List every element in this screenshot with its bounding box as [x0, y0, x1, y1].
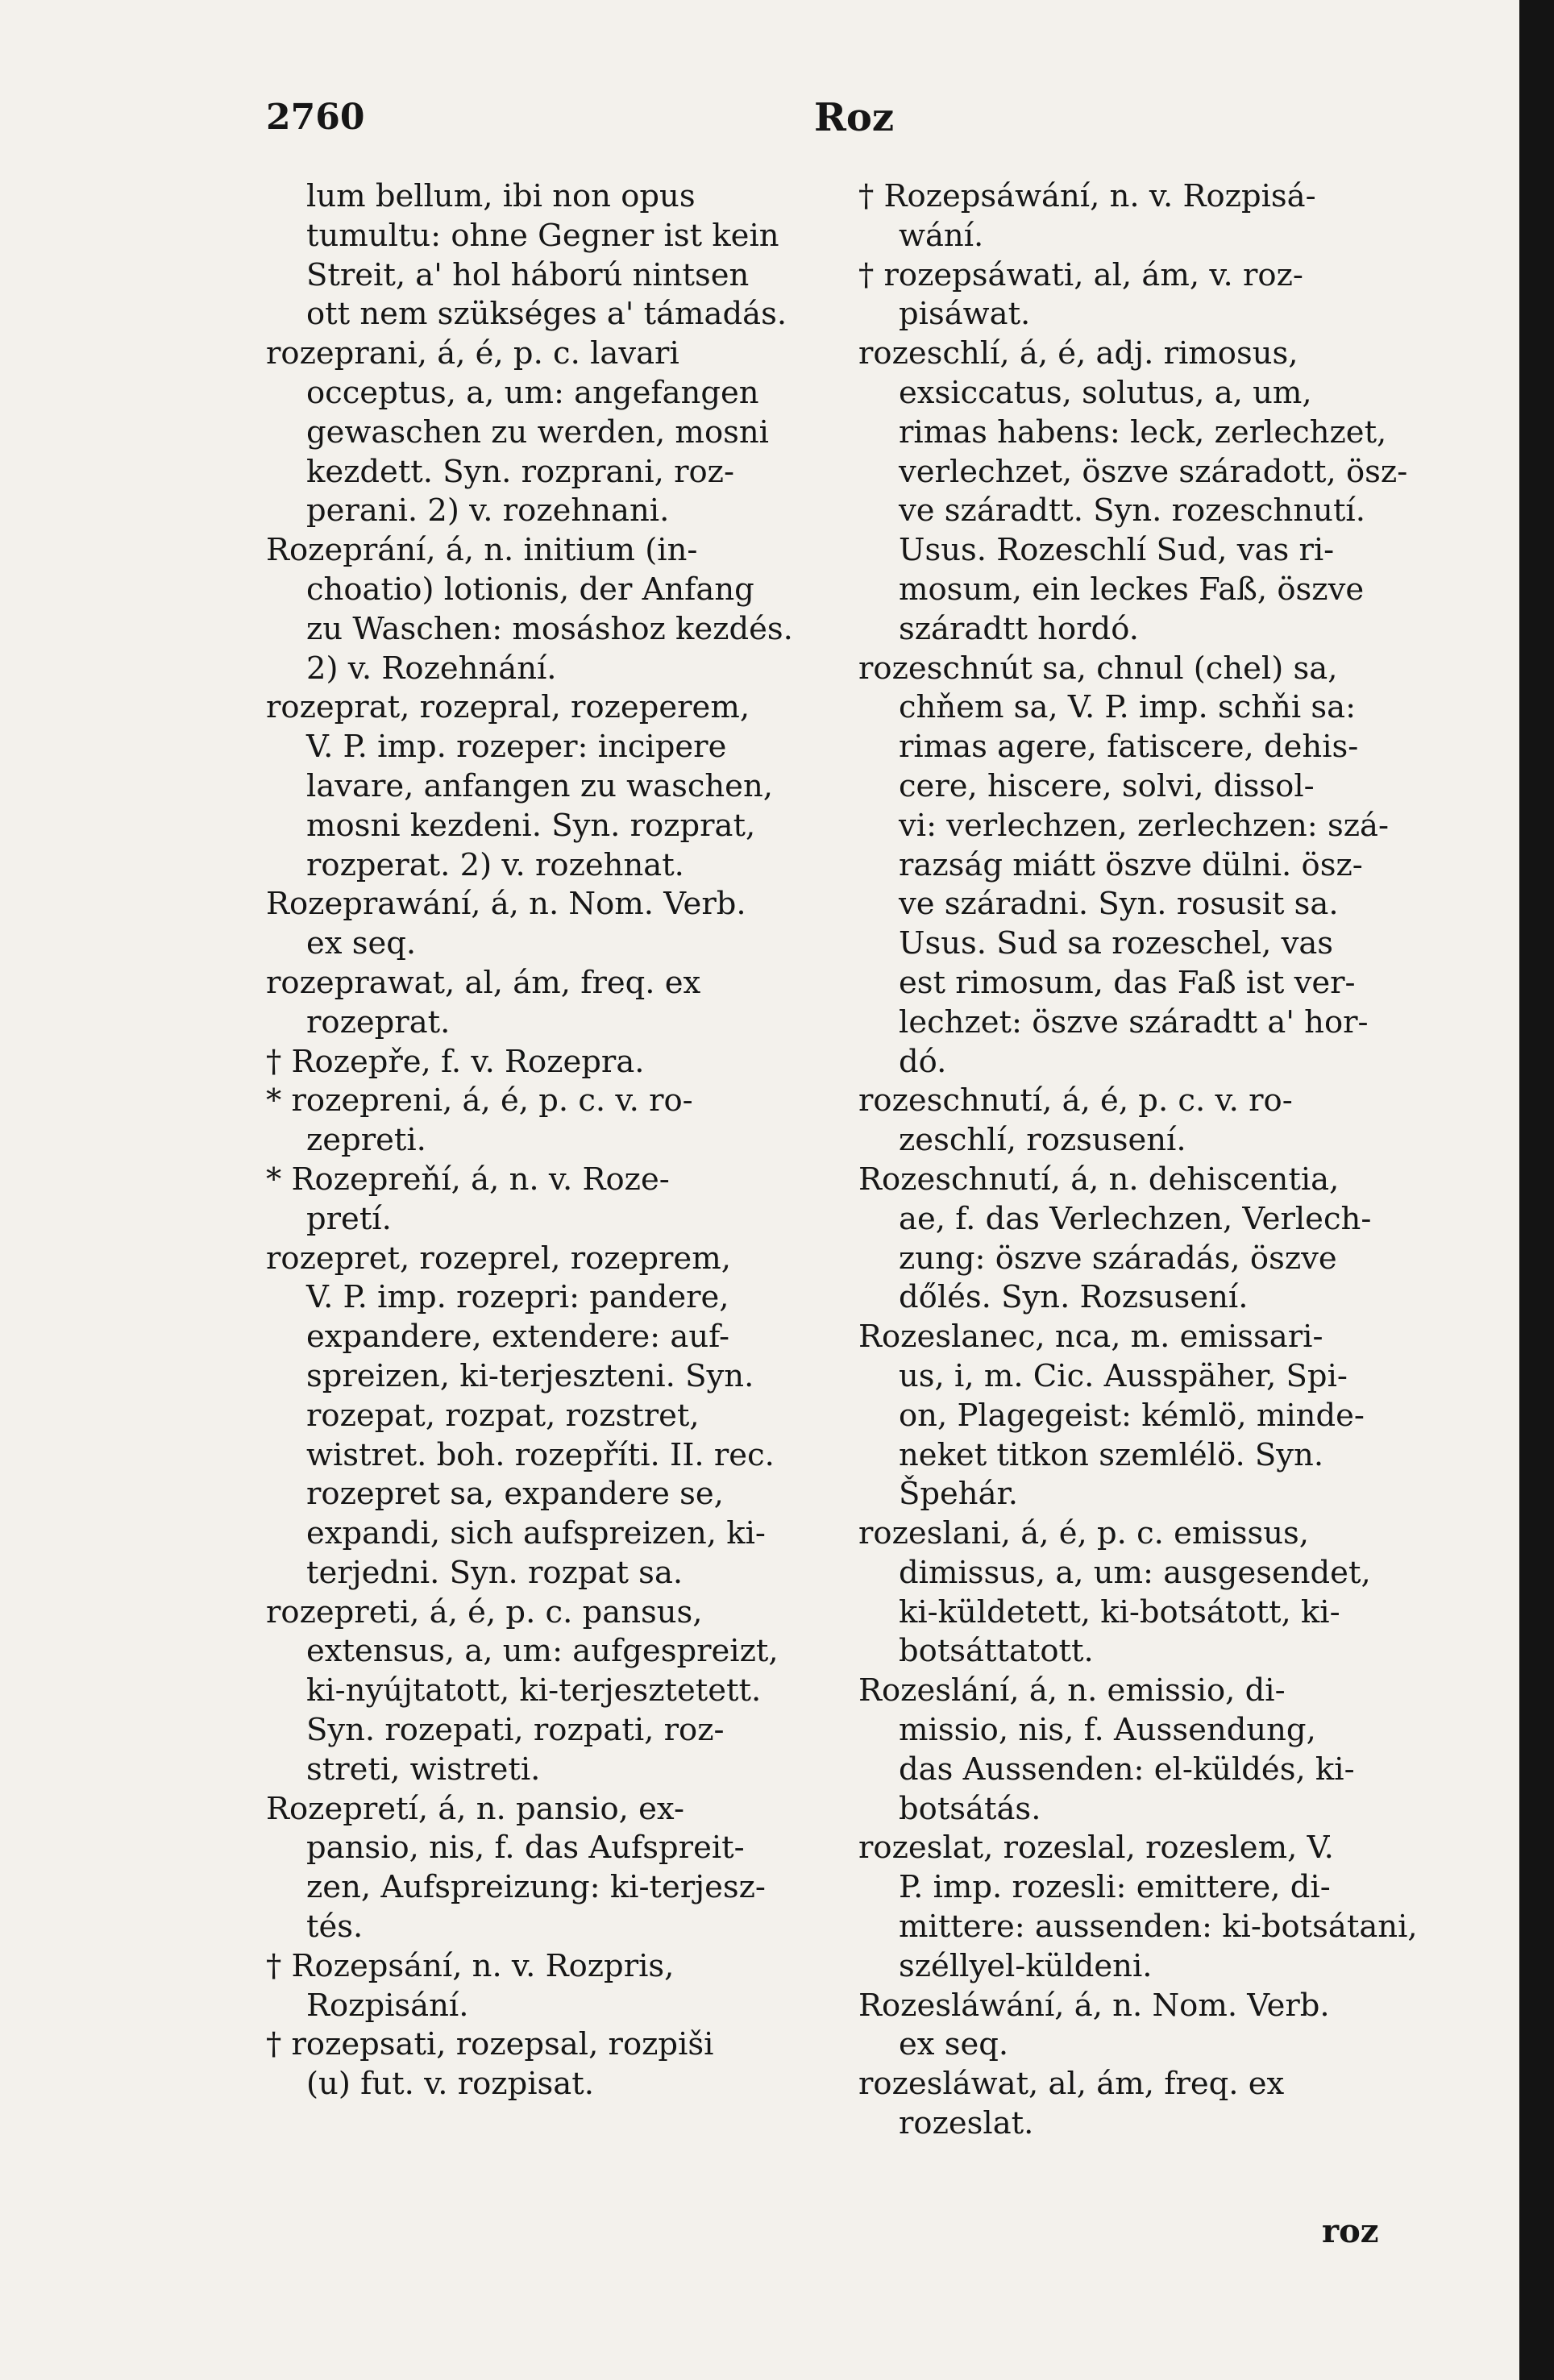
dictionary-entry: Rozeschnutí, á, n. dehiscentia, ae, f. das Verlechzen, Verlech- zung: öszve száradás, öszve dőlés. Syn. Rozsusení.	[858, 1161, 1372, 1316]
dictionary-entry: † Rozepsání, n. v. Rozpris, Rozpisání.	[266, 1947, 675, 2024]
dictionary-entry: rozeslani, á, é, p. c. emissus, dimissus, a, um: ausgesendet, ki-küldetett, ki-botsátott, ki- botsáttatott.	[858, 1515, 1371, 1670]
dictionary-entry: rozeschnutí, á, é, p. c. v. ro- zeschlí, rozsusení.	[858, 1082, 1293, 1159]
dictionary-entry: rozeslat, rozeslal, rozeslem, V. P. imp. rozesli: emittere, di- mittere: aussenden: ki-botsátani, széllyel-küldeni.	[858, 1830, 1418, 1984]
dictionary-entry: rozeprawat, al, ám, freq. ex rozeprat.	[266, 964, 701, 1040]
dictionary-entry: † Rozepře, f. v. Rozepra.	[266, 1043, 645, 1080]
dictionary-entry: Rozepretí, á, n. pansio, ex- pansio, nis, f. das Aufspreit- zen, Aufspreizung: ki-terjesz- tés.	[266, 1790, 766, 1946]
dictionary-entry: Rozesláwání, á, n. Nom. Verb. ex seq.	[858, 1987, 1330, 2063]
dictionary-entry: † Rozepsáwání, n. v. Rozpisá- wání.	[858, 178, 1316, 254]
dictionary-entry: Rozeprawání, á, n. Nom. Verb. ex seq.	[266, 886, 746, 962]
left-column	[266, 177, 846, 2104]
running-head: Roz	[814, 95, 895, 140]
dictionary-entry: Rozeprání, á, n. initium (in- choatio) lotionis, der Anfang zu Waschen: mosáshoz kezdés. 2) v. Rozehnání.	[266, 532, 793, 687]
dictionary-entry: rozesláwat, al, ám, freq. ex rozeslat.	[858, 2066, 1285, 2142]
page-number: 2760	[266, 97, 365, 138]
catchword: roz	[1322, 2212, 1379, 2250]
dictionary-entry: † rozepsati, rozepsal, rozpiši (u) fut. v. rozpisat.	[266, 2026, 714, 2103]
dictionary-entry: rozepret, rozeprel, rozeprem, V. P. imp. rozepri: pandere, expandere, extendere: auf- spreizen, ki-terjeszteni. Syn. rozepat, rozpat, rozstret, wistret. boh. rozepříti. II. rec. rozepret sa, expandere se, expandi, sich aufspreizen, ki- terjedni. Syn. rozpat sa.	[266, 1240, 775, 1591]
dictionary-entry: lum bellum, ibi non opus tumultu: ohne Gegner ist kein Streit, a' hol háború nintsen ott nem szükséges a' támadás.	[306, 178, 787, 333]
page-edge-shadow	[1519, 0, 1554, 2380]
dictionary-entry: * Rozepreňí, á, n. v. Roze- pretí.	[266, 1161, 670, 1237]
right-column	[858, 177, 1439, 2144]
dictionary-entry: rozeprani, á, é, p. c. lavari occeptus, a, um: angefangen gewaschen zu werden, mosni kezdett. Syn. rozprani, roz- perani. 2) v. rozehnani.	[266, 335, 769, 530]
dictionary-entry: Rozeslanec, nca, m. emissari- us, i, m. Cic. Ausspäher, Spi- on, Plagegeist: kémlö, minde- neket titkon szemlélö. Syn. Špehár.	[858, 1319, 1365, 1513]
dictionary-entry: rozeprat, rozepral, rozeperem, V. P. imp. rozeper: incipere lavare, anfangen zu waschen, mosni kezdeni. Syn. rozprat, rozperat. 2) v. rozehnat.	[266, 689, 774, 883]
dictionary-entry: rozeschnút sa, chnul (chel) sa, chňem sa, V. P. imp. schňi sa: rimas agere, fatiscere, dehis- cere, hiscere, solvi, dissol- vi: verlechzen, zerlechzen: szá- razság miátt öszve dülni. ösz- ve száradni. Syn. rosusit sa. Usus. Sud sa rozeschel, vas est rimosum, das Faß ist ver- lechzet: öszve száradtt a' hor- dó.	[858, 650, 1390, 1080]
dictionary-entry: * rozepreni, á, é, p. c. v. ro- zepreti.	[266, 1082, 693, 1159]
dictionary-entry: rozeschlí, á, é, adj. rimosus, exsiccatus, solutus, a, um, rimas habens: leck, zerlechzet, verlechzet, öszve száradott, ösz- ve száradtt. Syn. rozeschnutí. Usus. Rozeschlí Sud, vas ri- mosum, ein leckes Faß, öszve száradtt hordó.	[858, 335, 1408, 647]
dictionary-entry: rozepreti, á, é, p. c. pansus, extensus, a, um: aufgespreizt, ki-nyújtatott, ki-terjesztetett. Syn. rozepati, rozpati, roz- streti, wistreti.	[266, 1593, 779, 1788]
dictionary-entry: Rozeslání, á, n. emissio, di- missio, nis, f. Aussendung, das Aussenden: el-küldés, ki- botsátás.	[858, 1672, 1355, 1827]
dictionary-entry: † rozepsáwati, al, ám, v. roz- pisáwat.	[858, 256, 1303, 333]
